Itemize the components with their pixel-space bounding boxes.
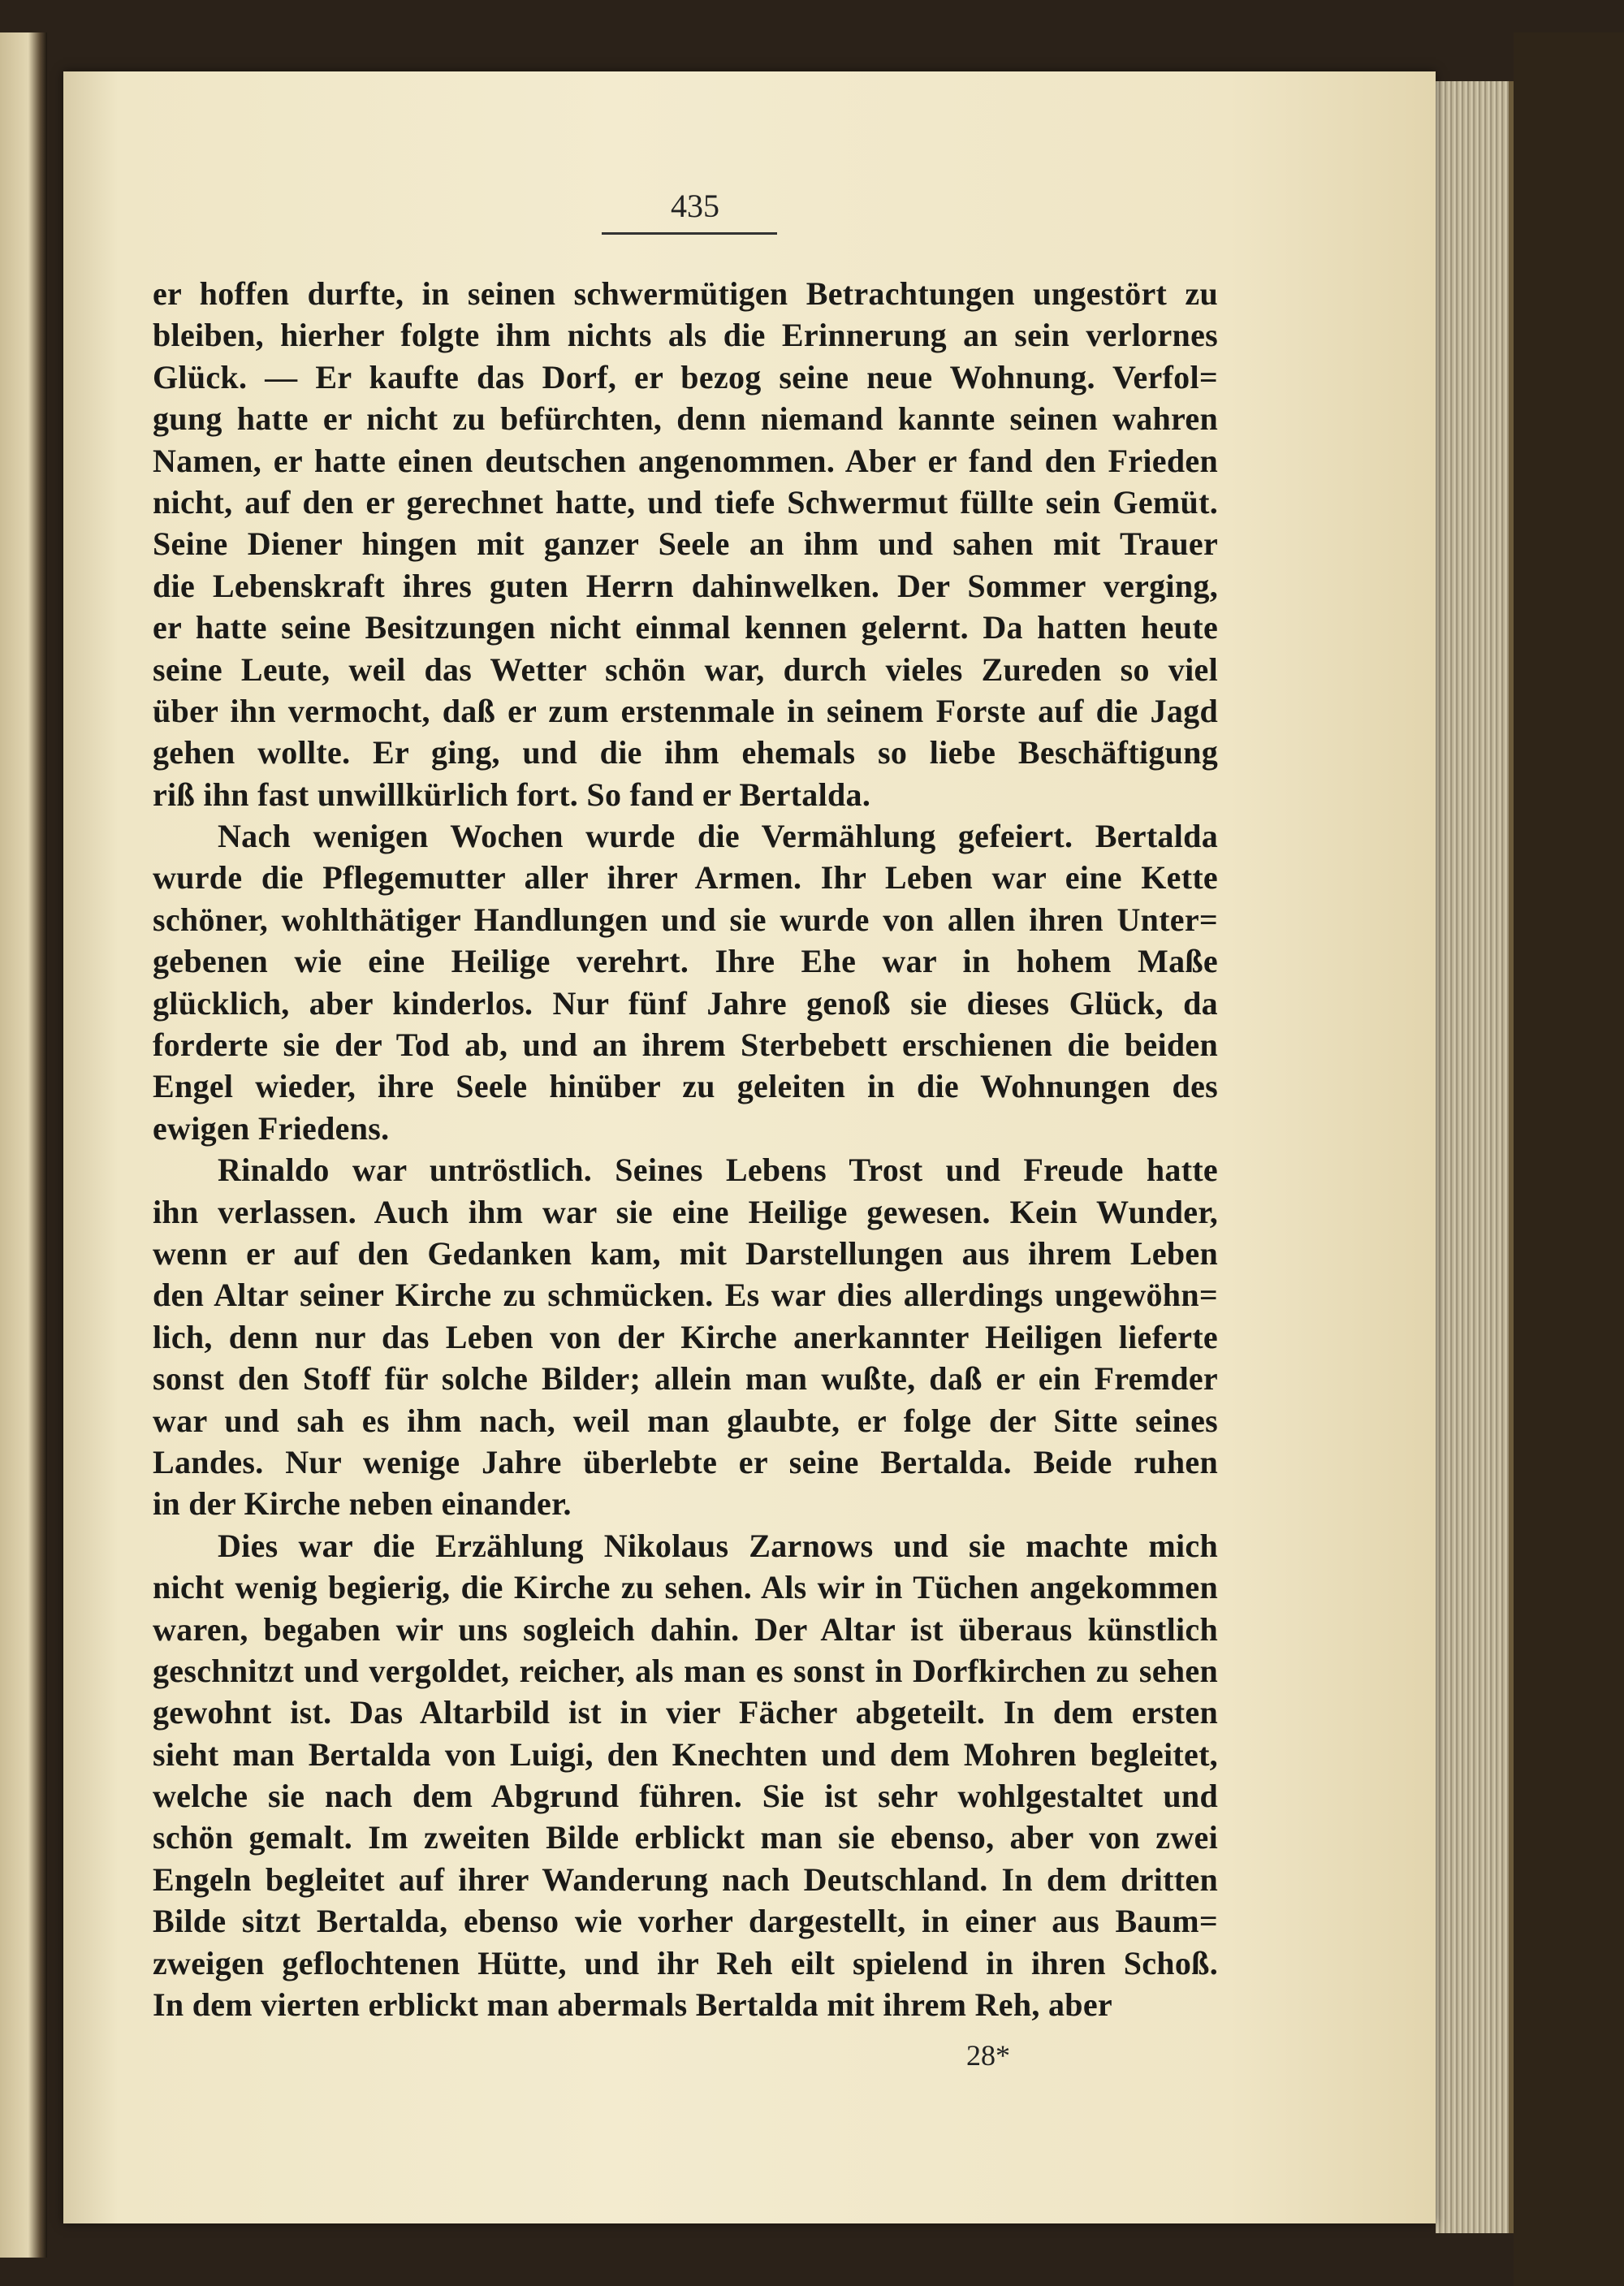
text-line: über ihn vermocht, daß er zum erstenmale in seinem Forste auf die Jagd xyxy=(153,692,1218,729)
body-text xyxy=(153,273,1218,2025)
text-line: riß ihn fast unwillkürlich fort. So fand er Bertalda. xyxy=(153,776,871,813)
text-line: lich, denn nur das Leben von der Kirche anerkannter Heiligen lieferte xyxy=(153,1318,1218,1355)
signature-mark: 28* xyxy=(966,2039,1010,2072)
page-number: 435 xyxy=(671,188,719,224)
text-line: Nach wenigen Wochen wurde die Vermählung gefeiert. Bertalda xyxy=(218,818,1218,855)
text-line: gung hatte er nicht zu befürchten, denn niemand kannte seinen wahren xyxy=(153,400,1218,438)
text-line: bleiben, hierher folgte ihm nichts als die Erinnerung an sein verlornes xyxy=(153,317,1218,354)
text-line: sonst den Stoff für solche Bilder; allein man wußte, daß er ein Fremder xyxy=(153,1360,1218,1398)
paragraph xyxy=(153,815,1218,1149)
text-line: geschnitzt und vergoldet, reicher, als man es sonst in Dorfkirchen zu sehen xyxy=(153,1652,1218,1689)
text-line: sieht man Bertalda von Luigi, den Knechten und dem Mohren begleitet, xyxy=(153,1735,1218,1773)
text-line: den Altar seiner Kirche zu schmücken. Es war dies allerdings ungewöhn= xyxy=(153,1277,1218,1314)
text-line: Dies war die Erzählung Nikolaus Zarnows und sie machte mich xyxy=(218,1527,1218,1564)
text-line: Rinaldo war untröstlich. Seines Lebens Trost und Freude hatte xyxy=(218,1152,1218,1189)
paragraph xyxy=(153,273,1218,815)
text-line: Namen, er hatte einen deutschen angenommen. Aber er fand den Frieden xyxy=(153,442,1218,479)
book-cover xyxy=(1514,32,1624,2286)
paragraph xyxy=(153,1149,1218,1525)
text-line: die Lebenskraft ihres guten Herrn dahinwelken. Der Sommer verging, xyxy=(153,567,1218,604)
text-line: Engeln begleitet auf ihrer Wanderung nach Deutschland. In dem dritten xyxy=(153,1860,1218,1898)
text-line: schöner, wohlthätiger Handlungen und sie wurde von allen ihren Unter= xyxy=(153,901,1218,938)
text-line: gehen wollte. Er ging, und die ihm ehemals so liebe Beschäftigung xyxy=(153,734,1218,771)
text-line: waren, begaben wir uns sogleich dahin. Der Altar ist überaus künstlich xyxy=(153,1610,1218,1648)
text-line: seine Leute, weil das Wetter schön war, durch vieles Zureden so viel xyxy=(153,650,1218,688)
text-line: welche sie nach dem Abgrund führen. Sie ist sehr wohlgestaltet und xyxy=(153,1778,1218,1815)
text-line: nicht wenig begierig, die Kirche zu sehen. Als wir in Tüchen angekommen xyxy=(153,1569,1218,1606)
text-line: in der Kirche neben einander. xyxy=(153,1485,572,1523)
text-line: Seine Diener hingen mit ganzer Seele an ihm und sahen mit Trauer xyxy=(153,525,1218,563)
text-line: ewigen Friedens. xyxy=(153,1109,390,1147)
text-line: Engel wieder, ihre Seele hinüber zu geleiten in die Wohnungen des xyxy=(153,1068,1218,1105)
text-line: wurde die Pflegemutter aller ihrer Armen. Ihr Leben war eine Kette xyxy=(153,859,1218,897)
text-line: In dem vierten erblickt man abermals Bertalda mit ihrem Reh, aber xyxy=(153,1986,1112,2024)
text-line: er hatte seine Besitzungen nicht einmal kennen gelernt. Da hatten heute xyxy=(153,609,1218,646)
text-line: nicht, auf den er gerechnet hatte, und tiefe Schwermut füllte sein Gemüt. xyxy=(153,483,1218,521)
text-line: Bilde sitzt Bertalda, ebenso wie vorher dargestellt, in einer aus Baum= xyxy=(153,1903,1218,1940)
text-line: forderte sie der Tod ab, und an ihrem Sterbebett erschienen die beiden xyxy=(153,1026,1218,1064)
text-line: Glück. — Er kaufte das Dorf, er bezog seine neue Wohnung. Verfol= xyxy=(153,358,1218,395)
paragraph xyxy=(153,1525,1218,2026)
page-edges xyxy=(1436,81,1514,2233)
text-line: schön gemalt. Im zweiten Bilde erblickt man sie ebenso, aber von zwei xyxy=(153,1819,1218,1856)
text-line: er hoffen durfte, in seinen schwermütigen Betrachtungen ungestört zu xyxy=(153,275,1218,312)
text-line: zweigen geflochtenen Hütte, und ihr Reh eilt spielend in ihren Schoß. xyxy=(153,1944,1218,1981)
header-rule xyxy=(602,232,777,235)
previous-page-edge xyxy=(0,32,47,2258)
text-line: gebenen wie eine Heilige verehrt. Ihre Ehe war in hohem Maße xyxy=(153,943,1218,980)
text-line: war und sah es ihm nach, weil man glaubte, er folge der Sitte seines xyxy=(153,1402,1218,1439)
text-line: glücklich, aber kinderlos. Nur fünf Jahre genoß sie dieses Glück, da xyxy=(153,984,1218,1022)
text-line: Landes. Nur wenige Jahre überlebte er seine Bertalda. Beide ruhen xyxy=(153,1443,1218,1480)
text-line: ihn verlassen. Auch ihm war sie eine Heilige gewesen. Kein Wunder, xyxy=(153,1193,1218,1230)
text-line: gewohnt ist. Das Altarbild ist in vier Fächer abgeteilt. In dem ersten xyxy=(153,1694,1218,1731)
text-line: wenn er auf den Gedanken kam, mit Darstellungen aus ihrem Leben xyxy=(153,1234,1218,1272)
